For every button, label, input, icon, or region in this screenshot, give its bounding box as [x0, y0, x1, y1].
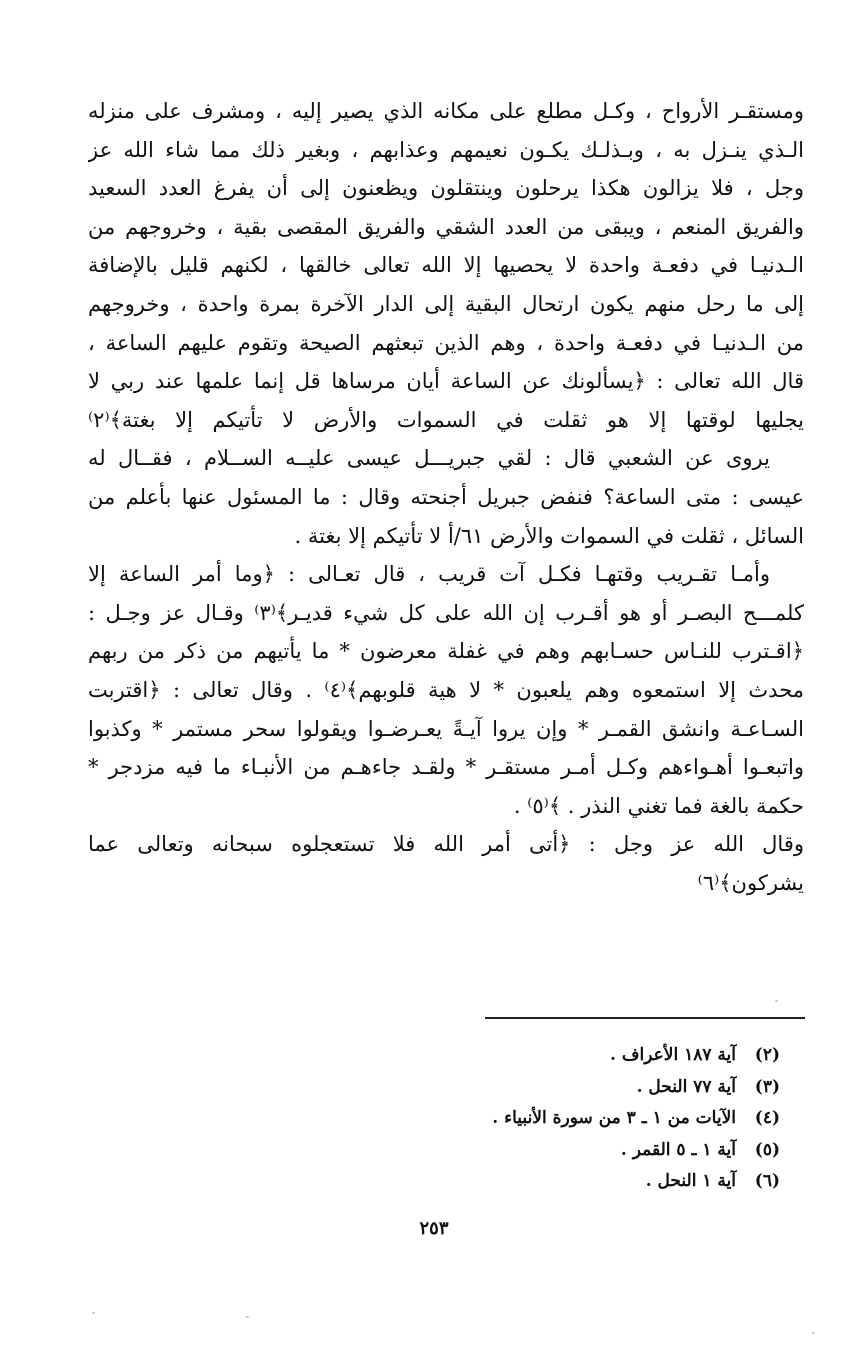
footnote-text: آية ٧٧ النحل .: [636, 1076, 736, 1097]
footnote-item: [320, 1166, 780, 1198]
body-line: يروى عن الشعبي قال : لقي جبريـــل عيسى عليــه الســلام ، فقــال له: [88, 446, 770, 471]
body-line: كلمـــح البصـر أو هو أقـرب إن الله على كل شيء قديـر﴾⁽٣⁾ وقـال عز وجـل :: [88, 600, 804, 625]
page-number: ٢٥٣: [419, 1218, 449, 1239]
footnote-number: (٥): [754, 1139, 780, 1160]
body-line: عيسى : متى الساعة؟ فنفض جبريل أجنحته وقال : ما المسئول عنها بأعلم من: [88, 484, 804, 509]
body-line: محدث إلا استمعوه وهم يلعبون * لا هية قلوبهم﴾⁽٤⁾ . وقال تعالى : ﴿اقتربت: [88, 677, 804, 702]
body-line: والفريق المنعم ، ويبقى من العدد الشقي والفريق المقصى بقية ، وخروجهم من: [88, 214, 804, 239]
scan-speck: [92, 1312, 95, 1314]
footnote-item: [320, 1135, 780, 1167]
scan-speck: [775, 1000, 778, 1002]
body-line: ومستقـر الأرواح ، وكـل مطلع على مكانه الذي يصير إليه ، ومشرف على منزله: [88, 99, 804, 123]
footnote-text: الآيات من ١ ـ ٣ من سورة الأنبياء .: [492, 1108, 736, 1128]
footnote-text: آية ١ ـ ٥ القمر .: [620, 1139, 736, 1160]
body-line: واتبعـوا أهـواءهم وكـل أمـر مستقـر * ولقـد جاءهـم من الأنبـاء ما فيه مزدجر *: [88, 755, 804, 780]
footnotes: [320, 1040, 780, 1198]
footnote-text: آية ١٨٧ الأعراف .: [610, 1045, 736, 1065]
body-line: قال الله تعالى : ﴿يسألونك عن الساعة أيان مرساها قل إنما علمها عند ربي لا: [88, 369, 804, 394]
body-line: ﴿اقـترب للنـاس حسـابهم وهم في غفلة معرضون * ما يأتيهم من ذكر من ربهم: [88, 639, 804, 664]
footnote-item: [320, 1040, 780, 1072]
body-line: يجليها لوقتها إلا هو ثقلت في السموات والأرض لا تأتيكم إلا بغتة﴾⁽٢⁾: [88, 407, 804, 432]
footnote-number: (٢): [754, 1045, 780, 1065]
footnote-item: [320, 1072, 780, 1104]
scan-speck: [812, 1332, 815, 1334]
footnote-text: آية ١ النحل .: [645, 1171, 736, 1191]
body-line: حكمة بالغة فما تغني النذر . ﴾⁽٥⁾ .: [513, 793, 804, 818]
body-line: الـدنيـا في دفعـة واحدة لا يحصيها إلا الله تعالى خالقها ، لكنهم قليل بالإضافة: [88, 253, 804, 278]
footnote-number: (٦): [754, 1171, 780, 1191]
body-line: السائل ، ثقلت في السموات والأرض ٦١/أ لا تأتيكم إلا بغتة .: [294, 523, 804, 548]
body-line: الـذي ينـزل به ، وبـذلـك يكـون نعيمهم وعذابهم ، وبغير ذلك مما شاء الله عز: [88, 137, 804, 162]
body-line: وقال الله عز وجل : ﴿أتى أمر الله فلا تستعجلوه سبحانه وتعالى عما: [88, 832, 804, 857]
body-line: يشركون﴾⁽٦⁾: [697, 870, 804, 895]
footnote-divider: [485, 1017, 805, 1019]
body-text: [88, 92, 804, 902]
body-line: وأمـا تقـريب وقتهـا فكـل آت قريب ، قال تعـالى : ﴿وما أمر الساعة إلا: [88, 562, 770, 587]
footnote-number: (٤): [754, 1108, 780, 1128]
footnote-number: (٣): [754, 1076, 780, 1097]
body-line: إلى ما رحل منهم يكون ارتحال البقية إلى الدار الآخرة بمرة واحدة ، وخروجهم: [88, 291, 804, 316]
body-line: من الـدنيـا في دفعـة واحدة ، وهم الذين تبعثهم الصيحة وتقوم عليهم الساعة ،: [88, 330, 804, 355]
body-line: السـاعـة وانشق القمـر * وإن يروا آيـةً يعـرضـوا ويقولوا سحر مستمر * وكذبوا: [88, 716, 804, 741]
scan-speck: [246, 1316, 249, 1318]
footnote-item: [320, 1103, 780, 1135]
body-line: وجل ، فلا يزالون هكذا يرحلون وينتقلون ويظعنون إلى أن يفرغ العدد السعيد: [88, 176, 804, 201]
